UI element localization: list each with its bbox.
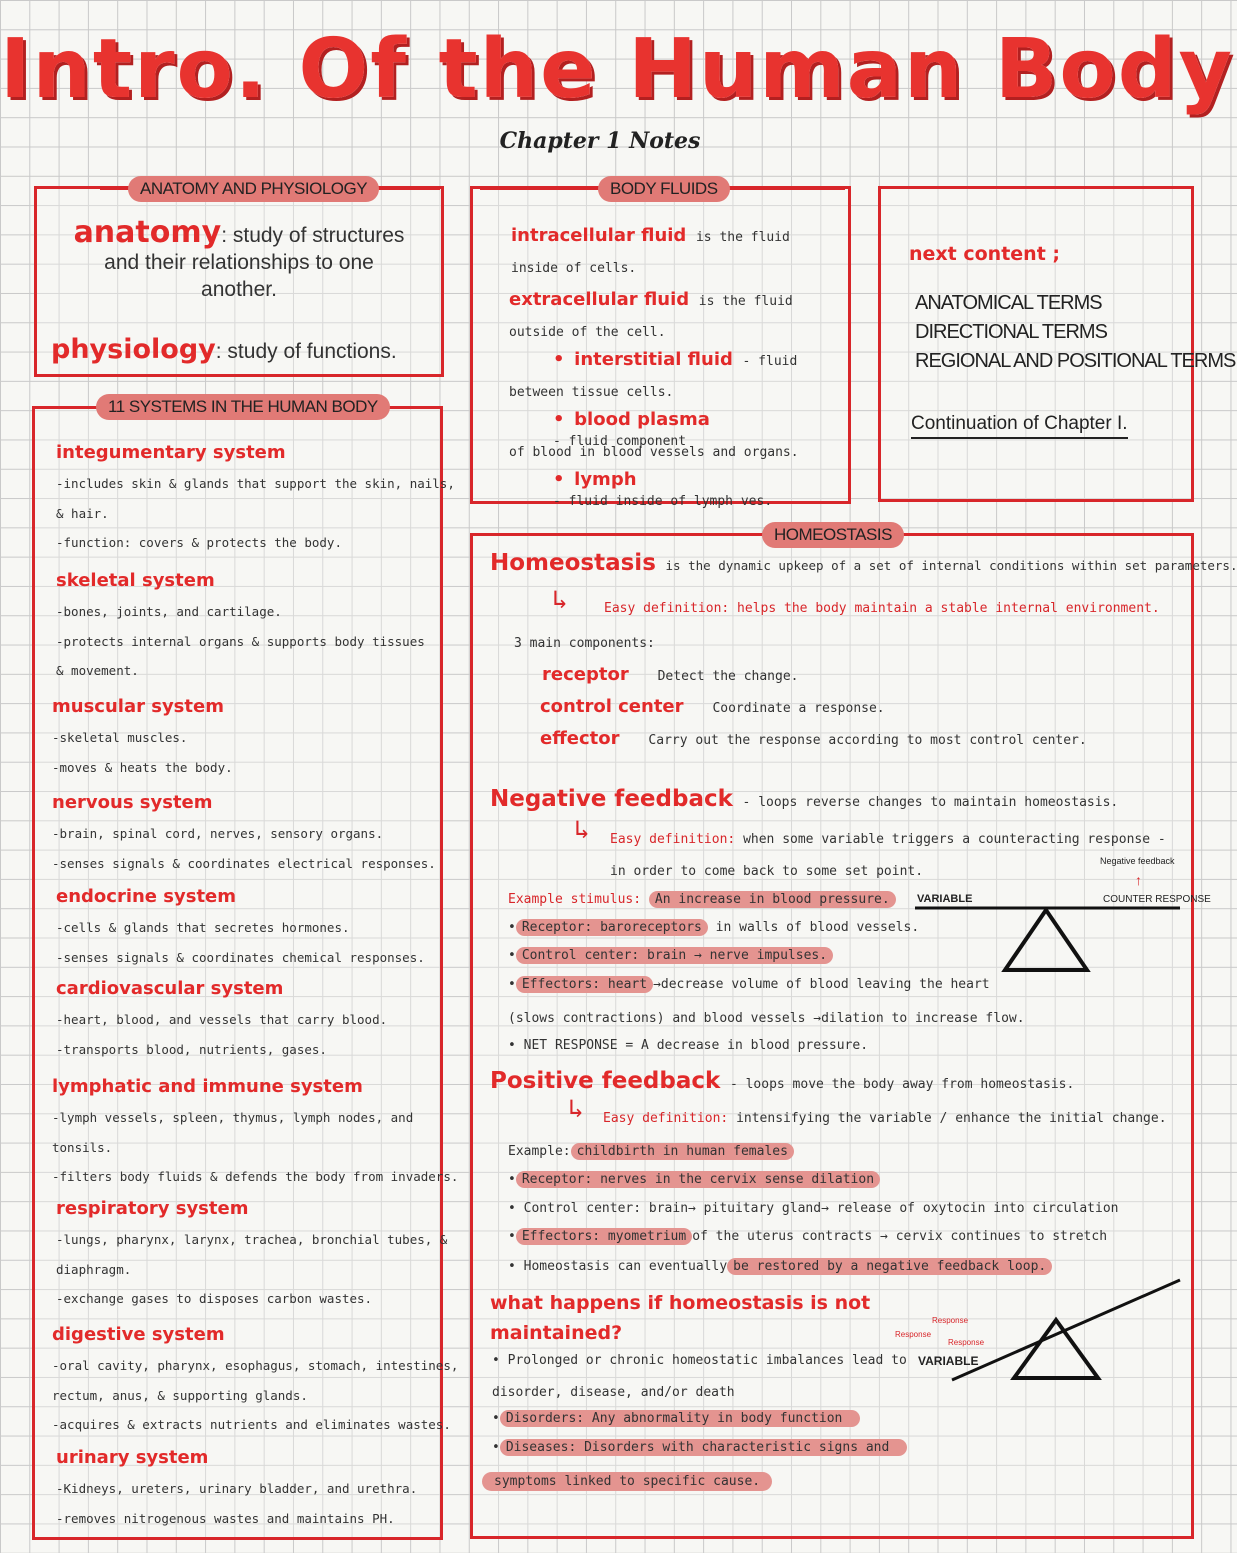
- neg-example-label: Example stimulus:: [508, 892, 642, 907]
- extracellular-def-1: is the fluid: [698, 294, 793, 309]
- components-label: 3 main components:: [514, 636, 655, 651]
- curved-arrow-icon: ↳: [568, 1094, 584, 1124]
- fail-disorders: Disorders: Any abnormality in body function: [500, 1410, 861, 1427]
- system-detail: -bones, joints, and cartilage.: [56, 604, 282, 619]
- system-name: skeletal system: [56, 570, 215, 591]
- neg-easy-1: when some variable triggers a counteracting response -: [743, 832, 1166, 847]
- diagram-variable: VARIABLE: [917, 893, 973, 905]
- system-detail: -senses signals & coordinates chemical responses.: [56, 949, 425, 965]
- pos-effector-rest: of the uterus contracts → cervix continues to stretch: [692, 1229, 1108, 1244]
- label-anatomy-physiology: ANATOMY AND PHYSIOLOGY: [128, 176, 379, 202]
- system-name: endocrine system: [56, 886, 237, 907]
- system-detail: -function: covers & protects the body.: [56, 535, 342, 550]
- system-block: [52, 696, 233, 782]
- diagram2-variable: VARIABLE: [918, 1354, 979, 1368]
- seesaw-fulcrum: [1005, 910, 1087, 970]
- positive-feedback-diagram: [890, 1275, 1190, 1395]
- diagram2-response: Response: [948, 1338, 985, 1347]
- negative-feedback-term: Negative feedback: [490, 786, 733, 812]
- diagram-neg-label: Negative feedback: [1100, 856, 1175, 866]
- positive-feedback-def: - loops move the body away from homeostasis.: [729, 1077, 1075, 1092]
- pos-easy: intensifying the variable / enhance the initial change.: [736, 1111, 1167, 1126]
- system-name: digestive system: [52, 1324, 225, 1345]
- negative-feedback-diagram: [905, 852, 1211, 977]
- system-detail: -lymph vessels, spleen, thymus, lymph nodes, and: [52, 1110, 414, 1125]
- body-fluids-box: intracellular fluid is the fluid inside of cells. extracellular fluid is the fluid outside of the cell. • interstitial fluid - fluid between tissue cells. • blood plasma - fluid component of blood in blood vessels and organs. • lymph - fluid inside of lymph ves.: [470, 186, 851, 504]
- next-item-anatomical: ANATOMICAL TERMS: [915, 292, 1102, 314]
- system-detail: -removes nitrogenous wastes and maintains PH.: [56, 1510, 395, 1526]
- component-control-center: control center: [540, 696, 684, 717]
- interstitial-term: interstitial fluid: [574, 349, 733, 370]
- component-control-desc: Coordinate a response.: [712, 701, 885, 716]
- system-detail: -filters body fluids & defends the body from invaders.: [52, 1169, 459, 1184]
- system-block: [52, 792, 436, 878]
- extracellular-term: extracellular fluid: [509, 289, 690, 310]
- anatomy-term: anatomy: [73, 215, 222, 250]
- component-effector-desc: Carry out the response according to most control center.: [648, 733, 1087, 748]
- neg-receptor-hl: Receptor: baroreceptors: [516, 919, 708, 936]
- lymph-term: lymph: [574, 469, 637, 490]
- system-block: [56, 1447, 417, 1533]
- homeostasis-easy: Easy definition: helps the body maintain a stable internal environment.: [604, 601, 1160, 616]
- intracellular-def-1: is the fluid: [695, 230, 790, 245]
- system-detail: -cells & glands that secretes hormones.: [56, 920, 350, 935]
- system-name: muscular system: [52, 696, 224, 717]
- fail-2: disorder, disease, and/or death: [492, 1385, 735, 1400]
- up-arrow-icon: ↑: [1135, 872, 1142, 888]
- pos-example: childbirth in human females: [571, 1143, 794, 1160]
- page-title: Intro. Of the Human Body: [0, 22, 1234, 117]
- system-detail: -heart, blood, and vessels that carry blood.: [56, 1012, 388, 1027]
- anatomy-def-3: another.: [201, 278, 277, 301]
- component-effector: effector: [540, 728, 620, 749]
- neg-easy-label: Easy definition:: [610, 832, 736, 847]
- component-receptor: receptor: [542, 664, 629, 685]
- system-name: nervous system: [52, 792, 213, 813]
- system-detail: -skeletal muscles.: [52, 730, 188, 745]
- homeostasis-term: Homeostasis: [490, 550, 656, 576]
- label-homeostasis: HOMEOSTASIS: [762, 522, 904, 548]
- system-block: [52, 1076, 458, 1192]
- anatomy-physiology-box: [34, 186, 444, 377]
- page-subtitle: Chapter 1 Notes: [499, 128, 701, 154]
- system-detail: -lungs, pharynx, larynx, trachea, bronchial tubes, &: [56, 1232, 448, 1247]
- pos-effector-hl: Effectors: myometrium: [516, 1228, 692, 1245]
- system-block: [56, 886, 425, 972]
- system-block: [56, 1198, 447, 1314]
- extracellular-def-2: outside of the cell.: [509, 325, 666, 340]
- curved-arrow-icon: ↳: [574, 815, 590, 845]
- plasma-term: blood plasma: [574, 409, 710, 430]
- system-detail: -brain, spinal cord, nerves, sensory organs.: [52, 826, 384, 841]
- system-detail: -moves & heats the body.: [52, 759, 233, 775]
- system-detail: -senses signals & coordinates electrical responses.: [52, 855, 436, 871]
- neg-example: An increase in blood pressure.: [649, 891, 896, 908]
- system-detail: rectum, anus, & supporting glands.: [52, 1387, 308, 1403]
- fail-heading-1: what happens if homeostasis is not: [490, 1292, 871, 1314]
- anatomy-def-2: and their relationships to one: [104, 251, 374, 274]
- system-detail: tonsils.: [52, 1139, 113, 1155]
- next-content-box: [878, 186, 1236, 502]
- neg-control-hl: Control center: brain → nerve impulses.: [516, 947, 833, 964]
- neg-easy-2: in order to come back to some set point.: [610, 864, 924, 879]
- next-item-directional: DIRECTIONAL TERMS: [915, 321, 1107, 343]
- plasma-def-1: - fluid component: [553, 434, 687, 449]
- neg-effector-2: (slows contractions) and blood vessels →dilation to increase flow.: [508, 1011, 1025, 1026]
- system-detail: -transports blood, nutrients, gases.: [56, 1041, 327, 1057]
- neg-receptor-rest: in walls of blood vessels.: [715, 920, 920, 935]
- system-detail: -oral cavity, pharynx, esophagus, stomach, intestines,: [52, 1358, 459, 1373]
- system-detail: & hair.: [56, 505, 109, 521]
- anatomy-def-1: : study of structures: [221, 224, 405, 247]
- pos-homeo-hl: be restored by a negative feedback loop.: [727, 1258, 1052, 1275]
- system-block: [56, 978, 387, 1064]
- fail-diseases-2: symptoms linked to specific cause.: [482, 1472, 772, 1491]
- diagram2-response: Response: [932, 1316, 969, 1325]
- system-block: [52, 1324, 458, 1440]
- fail-1: Prolonged or chronic homeostatic imbalances lead to: [507, 1353, 907, 1368]
- pos-easy-label: Easy definition:: [603, 1111, 729, 1126]
- homeostasis-def: is the dynamic upkeep of a set of internal conditions within set parameters.: [665, 558, 1237, 573]
- diagram2-response: Response: [895, 1330, 932, 1339]
- label-body-fluids: BODY FLUIDS: [598, 176, 730, 202]
- system-name: cardiovascular system: [56, 978, 284, 999]
- system-block: [56, 442, 455, 558]
- interstitial-def-2: between tissue cells.: [509, 385, 674, 400]
- interstitial-def-1: - fluid: [742, 354, 798, 369]
- system-detail: -protects internal organs & supports body tissues: [56, 633, 425, 649]
- continuation-text: Continuation of Chapter I.: [911, 413, 1128, 439]
- system-detail: -Kidneys, ureters, urinary bladder, and urethra.: [56, 1481, 418, 1496]
- system-detail: diaphragm.: [56, 1261, 132, 1277]
- physiology-term: physiology: [51, 334, 216, 365]
- system-detail: -exchange gases to disposes carbon wastes.: [56, 1291, 373, 1306]
- lymph-def: - fluid inside of lymph ves.: [553, 494, 773, 509]
- system-block: [56, 570, 425, 686]
- system-detail: -acquires & extracts nutrients and eliminates wastes.: [52, 1417, 451, 1432]
- positive-feedback-term: Positive feedback: [490, 1068, 721, 1094]
- system-name: integumentary system: [56, 442, 286, 463]
- seesaw2-beam: [952, 1280, 1180, 1380]
- pos-receptor-hl: Receptor: nerves in the cervix sense dilation: [516, 1171, 880, 1188]
- plasma-def-2: of blood in blood vessels and organs.: [509, 445, 799, 460]
- neg-effector-rest: →decrease volume of blood leaving the heart: [653, 977, 990, 992]
- system-name: respiratory system: [56, 1198, 249, 1219]
- neg-net-response: NET RESPONSE = A decrease in blood pressure.: [523, 1038, 869, 1053]
- system-detail: -includes skin & glands that support the skin, nails,: [56, 476, 455, 491]
- system-detail: & movement.: [56, 663, 139, 678]
- pos-example-label: Example:: [508, 1144, 571, 1159]
- next-item-regional: REGIONAL AND POSITIONAL TERMS: [915, 350, 1236, 372]
- system-name: urinary system: [56, 1447, 209, 1468]
- intracellular-term: intracellular fluid: [511, 225, 687, 246]
- diagram-counter: COUNTER RESPONSE: [1103, 894, 1211, 905]
- label-systems: 11 SYSTEMS IN THE HUMAN BODY: [96, 394, 390, 420]
- seesaw2-fulcrum: [1014, 1320, 1098, 1378]
- next-content-heading: next content ;: [909, 243, 1060, 265]
- physiology-def: : study of functions.: [215, 340, 397, 363]
- negative-feedback-def: - loops reverse changes to maintain homeostasis.: [742, 795, 1119, 810]
- pos-control: Control center: brain→ pituitary gland→ release of oxytocin into circulation: [523, 1201, 1119, 1216]
- neg-effector-hl: Effectors: heart: [516, 976, 653, 993]
- pos-homeo-1: Homeostasis can eventually: [523, 1259, 728, 1274]
- component-receptor-desc: Detect the change.: [657, 669, 799, 684]
- fail-heading-2: maintained?: [490, 1322, 623, 1344]
- fail-diseases-1: Diseases: Disorders with characteristic signs and: [500, 1439, 908, 1456]
- system-name: lymphatic and immune system: [52, 1076, 363, 1097]
- curved-arrow-icon: ↳: [552, 585, 568, 615]
- intracellular-def-2: inside of cells.: [511, 261, 637, 276]
